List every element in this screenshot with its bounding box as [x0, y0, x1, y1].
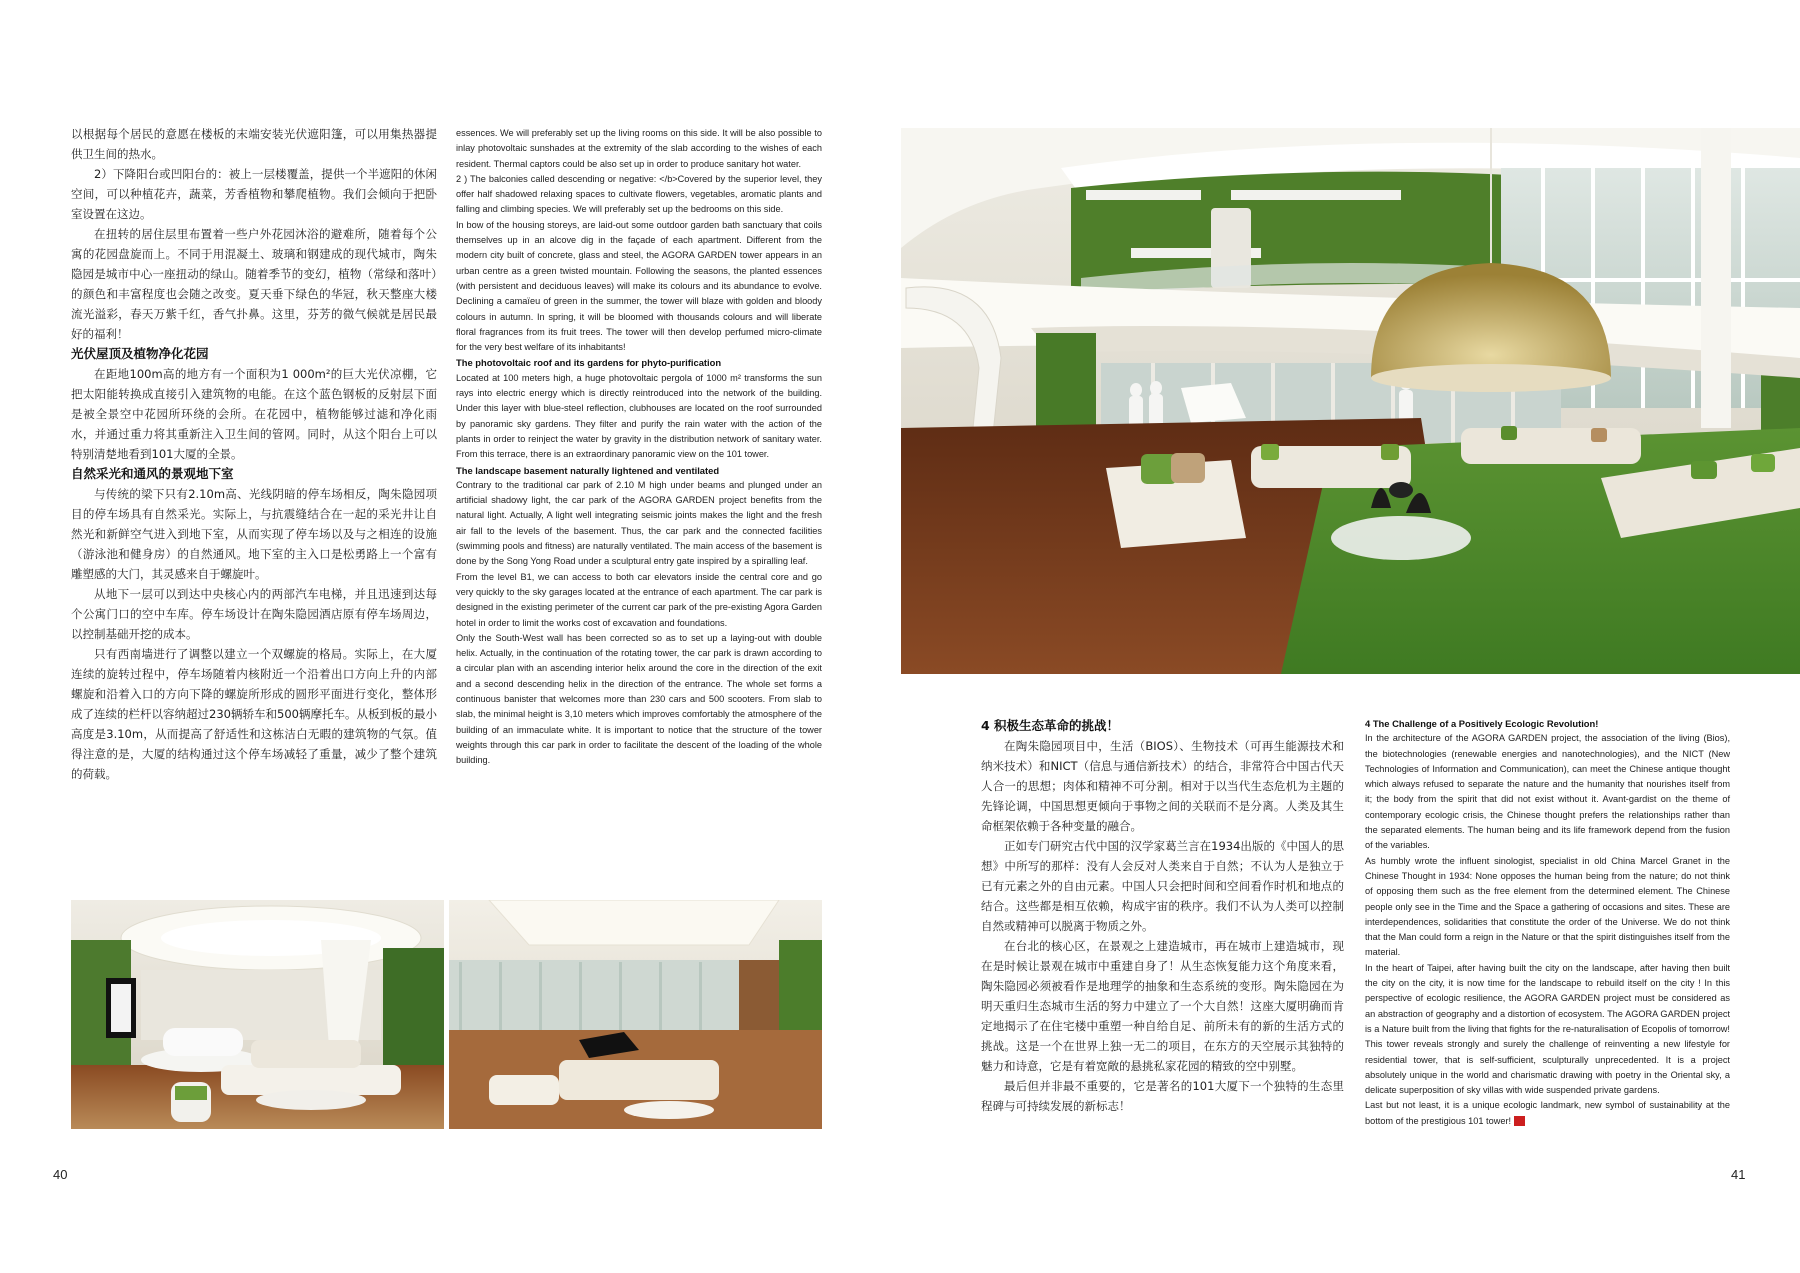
render-car-gallery-photo	[71, 900, 444, 1129]
section-heading: 自然采光和通风的景观地下室	[71, 466, 234, 481]
paragraph: 在陶朱隐园项目中，生活（BIOS）、生物技术（可再生能源技术和纳米技术）和NICT（信息与通信新技术）的结合，非常符合中国古代天人合一的思想；肉体和精神不可分割。相对于以当代生态危机为主题的先锋论调，中国思想更倾向于事物之间的关联而不是分离。人类及其生命框架依赖于各种变量的融合。	[981, 739, 1344, 833]
page-number-left: 40	[53, 1167, 68, 1182]
paragraph: 最后但并非最不重要的，它是著名的101大厦下一个独特的生态里程碑与可持续发展的新标志！	[981, 1079, 1344, 1113]
paragraph: 从地下一层可以到达中央核心内的两部汽车电梯，并且迅速到达每个公寓门口的空中车库。停车场设计在陶朱隐园酒店原有停车场周边，以控制基础开挖的成本。	[71, 587, 437, 641]
paragraph: 2）下降阳台或凹阳台的：被上一层楼覆盖，提供一个半遮阳的休闲空间，可以种植花卉，蔬菜，芳香植物和攀爬植物。我们会倾向于把卧室设置在这边。	[71, 167, 437, 221]
render-sky-villa-living-room-photo	[901, 128, 1800, 674]
paragraph: In the heart of Taipei, after having built the city on the landscape, after having then built the city on the city, it is now time for the landscape to rebuild itself on the city ! In this perspective of ecologic resilience, the AGORA GARDEN project must be considered as an abstraction of geography and a distortion of ecosystem. The AGORA GARDEN project is a Nature built from the living that fights for the re-naturalisation of Ecopolis of tomorrow! This tower reveals strongly and surely the challenge of reinventing a new lifestyle for residential tower, that is self-sufficient, sculpturally unprecedented. It is a project absolutely unique in the world and charismatic drawing with poetry in the Oriental sky, a delicate superposition of sky villas with wide suspended private gardens.	[1365, 962, 1730, 1096]
paragraph: 与传统的梁下只有2.10m高、光线阴暗的停车场相反，陶朱隐园项目的停车场具有自然采光。实际上，与抗震缝结合在一起的采光井让自然光和新鲜空气进入到地下室，从而实现了停车场以及与之相连的设施（游泳池和健身房）的自然通风。地下室的主入口是松勇路上一个富有雕塑感的大门，其灵感来自于螺旋叶。	[71, 487, 437, 581]
right-en-column	[1365, 716, 1730, 1129]
section-heading: The photovoltaic roof and its gardens for phyto-purification	[456, 357, 722, 369]
section-heading: 4 积极生态革命的挑战！	[981, 718, 1120, 733]
paragraph: 只有西南墙进行了调整以建立一个双螺旋的格局。实际上，在大厦连续的旋转过程中，停车场随着内核附近一个沿着出口方向上升的内部螺旋和沿着入口的方向下降的螺旋所形成的圆形平面进行变化，整体形成了连续的栏杆以容纳超过230辆轿车和500辆摩托车。从板到板的最小高度是3.10m，从而提高了舒适性和这栋洁白无暇的建筑物的气氛。值得注意的是，大厦的结构通过这个停车场减轻了重量，减少了整个建筑的荷载。	[71, 647, 437, 781]
right-zh-column	[981, 716, 1344, 1116]
paragraph: essences. We will preferably set up the living rooms on this side. It will be also possible to inlay photovoltaic sunshades at the extremity of the slab according to the wishes of each resident. Thermal captors could be also set up in order to produce sanitary hot water.	[456, 128, 822, 169]
left-en-column	[456, 126, 822, 768]
end-of-article-mark	[1514, 1116, 1525, 1126]
paragraph: In bow of the housing storeys, are laid-out some outdoor garden bath sanctuary that coils themselves up in an alcove dig in the façade of each apartment. Different from the modern city built of concrete, glass and steel, the AGORA GARDEN tower appears in an urban centre as a green twisted mountain. Following the seasons, the planted essences (with persistent and deciduous leaves) will make its colours and its abundance to evolve. Declining a camaïeu of green in the summer, the tower will blaze with golden and bloody colours in autumn. In spring, it will be bloomed with thousands colours and will liberate floral fragrances from its fruit trees. The tower will then develop perfumed micro-climate for the very best welfare of its inhabitants!	[456, 219, 822, 353]
render-piano-lounge-photo	[449, 900, 822, 1129]
paragraph: Contrary to the traditional car park of 2.10 M high under beams and plunged under an artificial shadowy light, the car park of the AGORA GARDEN project benefits from the natural light. Actually, A light well integrating seismic joints makes the light and the fresh air fall to the levels of the basement. Thus, the car park and the connected facilities (swimming pools and fitness) are naturally ventilated. The main access of the basement is done by the Song Yong Road under a sculptural entry gate inspired by a spiralling leaf.	[456, 479, 822, 567]
paragraph: 在台北的核心区，在景观之上建造城市，再在城市上建造城市，现在是时候让景观在城市中重建自身了！从生态恢复能力这个角度来看，陶朱隐园必须被看作是地理学的抽象和生态系统的变形。陶朱隐园在为明天重归生态城市生活的努力中建立了一个大自然！这座大厦明确而肯定地揭示了在住宅楼中重塑一种自给自足、前所未有的新的生活方式的挑战。这是一个在世界上独一无二的项目，在东方的天空展示其独特的魅力和诗意，它是有着宽敞的悬挑私家花园的精致的空中别墅。	[981, 939, 1344, 1073]
page-number-right: 41	[1731, 1167, 1746, 1182]
paragraph: Located at 100 meters high, a huge photovoltaic pergola of 1000 m² transforms the sun rays into electric energy which is directly reintroduced into the network of the building. Under this layer with blue-steel reflection, clubhouses are located on the roof surrounded by panoramic sky gardens. They filter and purify the rain water with the action of the plants in order to reinject the water by gravity in the distribution network of sanitary water. From this terrace, there is an extraordinary panoramic view on the 101 tower.	[456, 372, 822, 460]
paragraph: Only the South-West wall has been corrected so as to set up a laying-out with double helix. Actually, in the continuation of the rotating tower, the car park is drawn according to a circular plan with an ascending interior helix around the core in the direction of the exit and a second descending helix in the direction of the entrance. The whole set forms a continuous banister that welcomes more than 230 cars and 500 scooters. From slab to slab, the minimal height is 3,10 meters which improves comfortably the atmosphere of the building of an immaculate white. It is important to notice that the structure of the tower weights through this car park in order to facilitate the descent of the loading of the whole building.	[456, 632, 822, 766]
paragraph: 2 ) The balconies called descending or negative: </b>Covered by the superior level, they offer half shadowed relaxing spaces to cultivate flowers, vegetables, aromatic plants and falling and climbing species. We will preferably set up the bedrooms on this side.	[456, 173, 822, 215]
section-heading: 4 The Challenge of a Positively Ecologic Revolution!	[1365, 718, 1599, 729]
paragraph: 正如专门研究古代中国的汉学家葛兰言在1934出版的《中国人的思想》中所写的那样：没有人会反对人类来自于自然；不认为人是独立于已有元素之外的自由元素。中国人只会把时间和空间看作时机和地点的结合。这些都是相互依赖，构成宇宙的秩序。我们不认为人类可以控制自然或精神可以脱离于物质之外。	[981, 839, 1344, 933]
left-zh-column	[71, 124, 437, 784]
section-heading: The landscape basement naturally lightened and ventilated	[456, 464, 720, 476]
paragraph: In the architecture of the AGORA GARDEN project, the association of the living (Bios), the biotechnologies (renewable energies and nanotechnologies), and the NICT (New Technologies of Information and Communication), can meet the Chinese antique thought which always refused to separate the nature and the humanity that nourishes itself from it; the body from the spirit that did not exist without it. Avant-gardist on the theme of contemporary ecologic crisis, the Chinese thought prefers the relationships rather than the separated elements. The human being and its life framework depend from the fusion of the variables.	[1365, 733, 1730, 851]
paragraph: 在距地100m高的地方有一个面积为1 000m²的巨大光伏凉棚，它把太阳能转换成直接引入建筑物的电能。在这个蓝色钢板的反射层下面是被全景空中花园所环绕的会所。在花园中，植物能够过滤和净化雨水，并通过重力将其重新注入卫生间的管网。同时，从这个阳台上可以特别清楚地看到101大厦的全景。	[71, 367, 437, 461]
paragraph: From the level B1, we can access to both car elevators inside the central core and go very quickly to the sky garages located at the entrance of each apartment. The car park is designed in the existing perimeter of the current car park of the pre-existing Agora Garden hotel in order to limit the works cost of excavation and foundations.	[456, 571, 822, 628]
paragraph: As humbly wrote the influent sinologist, specialist in old China Marcel Granet in the Chinese Thought in 1934: None opposes the human being from the nature; do not think of opposing them such as the free element from the determined element. The Chinese people only see in the Time and the Space a gathering of occasions and sites. These are interdependences, solidarities that constitute the order of the Universe. We do not think that the Man could form a reign in the Nature or that the spirit distinguishes itself from the material.	[1365, 855, 1730, 958]
paragraph: 以根据每个居民的意愿在楼板的末端安装光伏遮阳篷，可以用集热器提供卫生间的热水。	[71, 127, 437, 161]
paragraph: 在扭转的居住层里布置着一些户外花园沐浴的避难所，随着每个公寓的花园盘旋而上。不同于用混凝土、玻璃和钢建成的现代城市，陶朱隐园是城市中心一座扭动的绿山。随着季节的变幻，植物（常绿和落叶）的颜色和丰富程度也会随之改变。夏天垂下绿色的华冠，秋天整座大楼流光溢彩，春天万紫千红，香气扑鼻。这里，芬芳的微气候就是居民最好的福利！	[71, 227, 437, 341]
paragraph: Last but not least, it is a unique ecologic landmark, new symbol of sustainability at the bottom of the prestigious 101 tower!	[1365, 1100, 1730, 1126]
section-heading: 光伏屋顶及植物净化花园	[71, 346, 209, 361]
